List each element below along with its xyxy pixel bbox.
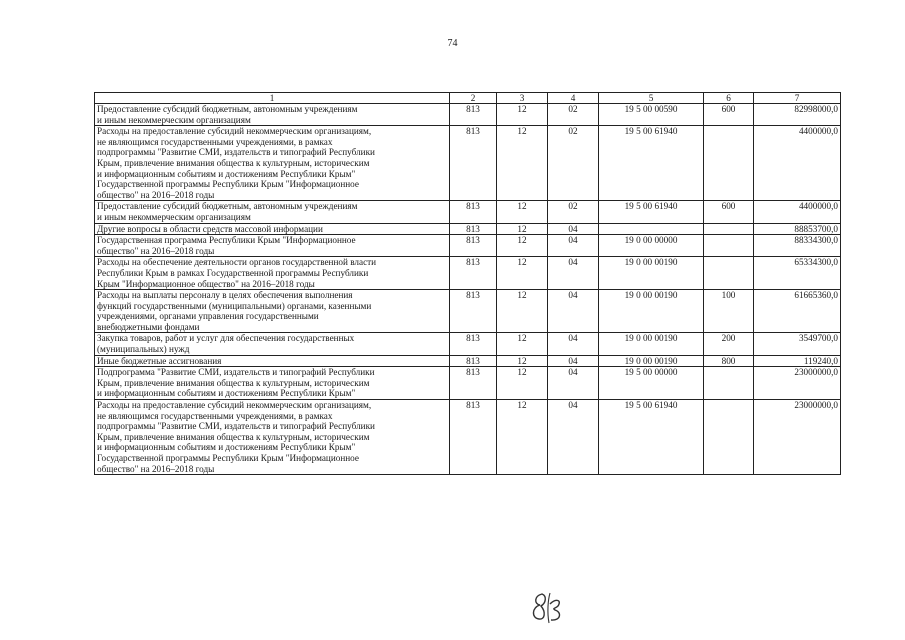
subsection-code: 04	[548, 400, 599, 475]
page-number: 74	[447, 38, 458, 49]
row-name	[95, 355, 450, 367]
table-row	[95, 223, 841, 235]
handwritten-page-mark	[528, 590, 568, 624]
row-name-line: Крым, привлечение внимания общества к культурным, историческим	[97, 431, 370, 442]
amount: 23000000,0	[754, 400, 841, 475]
target-article-code: 19 5 00 61940	[599, 201, 704, 223]
ministry-code: 813	[450, 355, 497, 367]
column-header: 3	[497, 93, 548, 104]
amount: 23000000,0	[754, 367, 841, 400]
target-article-code: 19 5 00 00590	[599, 104, 704, 126]
row-name-line: Предоставление субсидий бюджетным, автономным учреждениям	[97, 201, 358, 212]
expense-type-code	[704, 126, 754, 201]
row-name-line: Другие вопросы в области средств массовой информации	[97, 223, 323, 234]
expense-type-code: 600	[704, 104, 754, 126]
header-row	[95, 93, 841, 104]
amount: 3549700,0	[754, 333, 841, 355]
row-name-line: Подпрограмма "Развитие СМИ, издательств и типографий Республики	[97, 367, 375, 378]
subsection-code: 04	[548, 355, 599, 367]
column-header: 4	[548, 93, 599, 104]
row-name-line: Государственной программы Республики Крым "Информационное	[97, 453, 359, 463]
column-header: 1	[95, 93, 450, 104]
row-name-line: Закупка товаров, работ и услуг для обеспечения государственных	[97, 333, 355, 344]
target-article-code	[599, 223, 704, 235]
row-name	[95, 126, 450, 201]
ministry-code: 813	[450, 126, 497, 201]
amount: 61665360,0	[754, 290, 841, 333]
row-name	[95, 400, 450, 475]
row-name-line: и иным некоммерческим организациям	[97, 114, 251, 125]
subsection-code: 04	[548, 367, 599, 400]
row-name-line: Предоставление субсидий бюджетным, автономным учреждениям	[97, 104, 358, 114]
row-name-line: не являющимся государственными учреждениями, в рамках	[97, 136, 333, 147]
subsection-code: 04	[548, 290, 599, 333]
target-article-code: 19 0 00 00000	[599, 235, 704, 257]
target-article-code: 19 0 00 00190	[599, 290, 704, 333]
table-row	[95, 201, 841, 223]
budget-table	[94, 92, 841, 475]
row-name-line: Государственной программы Республики Крым "Информационное	[97, 179, 359, 190]
column-header: 2	[450, 93, 497, 104]
expense-type-code	[704, 367, 754, 400]
column-header: 5	[599, 93, 704, 104]
target-article-code: 19 5 00 61940	[599, 126, 704, 201]
row-name	[95, 333, 450, 355]
table-row	[95, 235, 841, 257]
amount: 88334300,0	[754, 235, 841, 257]
row-name-line: и иным некоммерческим организациям	[97, 211, 251, 222]
section-code: 12	[497, 257, 548, 290]
table-row	[95, 333, 841, 355]
row-name-line: внебюджетными фондами	[97, 321, 200, 332]
ministry-code: 813	[450, 400, 497, 475]
row-name-line: Расходы на обеспечение деятельности органов государственной власти	[97, 257, 377, 268]
amount: 88853700,0	[754, 223, 841, 235]
subsection-code: 04	[548, 235, 599, 257]
expense-type-code	[704, 257, 754, 290]
ministry-code: 813	[450, 290, 497, 333]
subsection-code: 04	[548, 257, 599, 290]
section-code: 12	[497, 126, 548, 201]
subsection-code: 02	[548, 201, 599, 223]
row-name	[95, 201, 450, 223]
row-name-line: Иные бюджетные ассигнования	[97, 355, 222, 366]
subsection-code: 02	[548, 104, 599, 126]
row-name	[95, 104, 450, 126]
row-name	[95, 257, 450, 290]
section-code: 12	[497, 355, 548, 367]
table-row	[95, 290, 841, 333]
expense-type-code: 800	[704, 355, 754, 367]
section-code: 12	[497, 333, 548, 355]
target-article-code: 19 0 00 00190	[599, 257, 704, 290]
row-name-line: Расходы на выплаты персоналу в целях обеспечения выполнения	[97, 290, 353, 301]
amount: 119240,0	[754, 355, 841, 367]
ministry-code: 813	[450, 235, 497, 257]
table-row	[95, 367, 841, 400]
row-name-line: (муниципальных) нужд	[97, 344, 190, 355]
ministry-code: 813	[450, 333, 497, 355]
section-code: 12	[497, 290, 548, 333]
row-name-line: Расходы на предоставление субсидий некоммерческим организациям,	[97, 126, 372, 137]
section-code: 12	[497, 201, 548, 223]
table-row	[95, 257, 841, 290]
row-name	[95, 367, 450, 400]
column-header: 7	[754, 93, 841, 104]
row-name-line: Государственная программа Республики Крым "Информационное	[97, 235, 356, 246]
ministry-code: 813	[450, 257, 497, 290]
section-code: 12	[497, 235, 548, 257]
expense-type-code: 600	[704, 201, 754, 223]
table-row	[95, 355, 841, 367]
subsection-code: 04	[548, 333, 599, 355]
table-row	[95, 126, 841, 201]
ministry-code: 813	[450, 104, 497, 126]
row-name-line: функций государственными (муниципальными) органами, казенными	[97, 300, 372, 311]
table-row	[95, 104, 841, 126]
row-name-line: и информационным событиям и достижениям Республики Крым"	[97, 442, 356, 453]
column-header: 6	[704, 93, 754, 104]
row-name-line: подпрограммы "Развитие СМИ, издательств и типографий Республики	[97, 421, 375, 432]
section-code: 12	[497, 223, 548, 235]
row-name-line: общество" на 2016–2018 годы	[97, 189, 215, 200]
amount: 82998000,0	[754, 104, 841, 126]
expense-type-code	[704, 223, 754, 235]
row-name-line: Расходы на предоставление субсидий некоммерческим организациям,	[97, 400, 372, 411]
subsection-code: 02	[548, 126, 599, 201]
row-name-line: общество" на 2016–2018 годы	[97, 463, 215, 474]
section-code: 12	[497, 400, 548, 475]
row-name-line: подпрограммы "Развитие СМИ, издательств и типографий Республики	[97, 147, 375, 158]
row-name-line: Крым, привлечение внимания общества к культурным, историческим	[97, 377, 370, 388]
row-name	[95, 235, 450, 257]
row-name	[95, 290, 450, 333]
row-name-line: общество" на 2016–2018 годы	[97, 245, 215, 256]
target-article-code: 19 5 00 61940	[599, 400, 704, 475]
expense-type-code: 100	[704, 290, 754, 333]
ministry-code: 813	[450, 367, 497, 400]
ministry-code: 813	[450, 201, 497, 223]
table-body	[95, 104, 841, 475]
expense-type-code	[704, 235, 754, 257]
amount: 65334300,0	[754, 257, 841, 290]
target-article-code: 19 0 00 00190	[599, 333, 704, 355]
row-name-line: и информационным событиям и достижениям Республики Крым"	[97, 168, 356, 179]
expense-type-code: 200	[704, 333, 754, 355]
section-code: 12	[497, 104, 548, 126]
row-name-line: Крым "Информационное общество" на 2016–2018 годы	[97, 278, 315, 289]
ministry-code: 813	[450, 223, 497, 235]
row-name-line: и информационным событиям и достижениям Республики Крым"	[97, 388, 356, 399]
amount: 4400000,0	[754, 201, 841, 223]
amount: 4400000,0	[754, 126, 841, 201]
target-article-code: 19 5 00 00000	[599, 367, 704, 400]
row-name	[95, 223, 450, 235]
row-name-line: не являющимся государственными учреждениями, в рамках	[97, 410, 333, 421]
table-row	[95, 400, 841, 475]
section-code: 12	[497, 367, 548, 400]
subsection-code: 04	[548, 223, 599, 235]
target-article-code: 19 0 00 00190	[599, 355, 704, 367]
row-name-line: Республики Крым в рамках Государственной программы Республики	[97, 267, 369, 278]
expense-type-code	[704, 400, 754, 475]
row-name-line: учреждениями, органами управления государственными	[97, 311, 319, 322]
row-name-line: Крым, привлечение внимания общества к культурным, историческим	[97, 157, 370, 168]
